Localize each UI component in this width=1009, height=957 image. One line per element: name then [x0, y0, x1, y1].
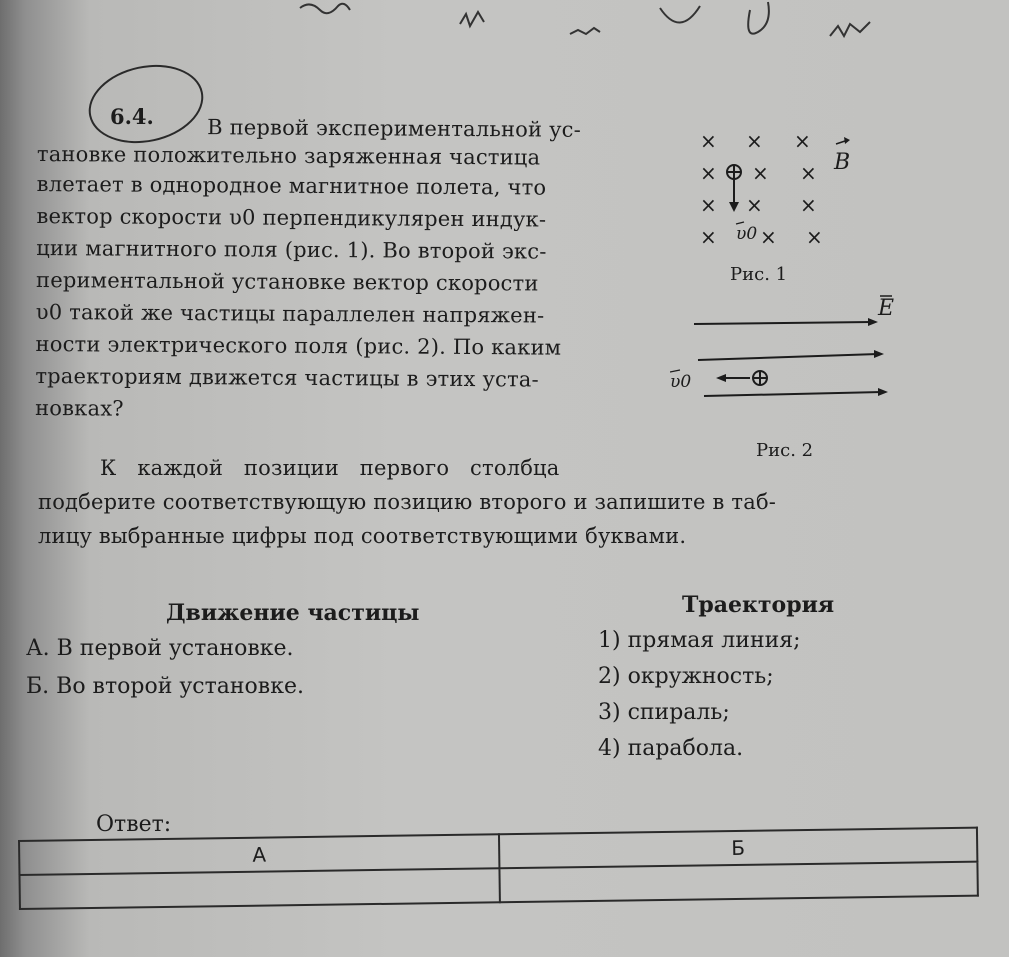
field-line [704, 392, 882, 396]
right-item: 3) спираль; [598, 700, 730, 725]
problem-line: В первой экспериментальной ус- [207, 115, 582, 142]
field-cross-icon: × [700, 129, 717, 153]
problem-line: влетает в однородное магнитное полета, что [36, 171, 547, 200]
velocity-symbol: υ0 [670, 372, 692, 392]
field-cross-icon: × [752, 161, 769, 185]
answer-label: Ответ: [96, 812, 172, 837]
figure-2 [670, 290, 910, 470]
left-item: А. В первой установке. [26, 636, 294, 661]
velocity-symbol: υ0 [736, 224, 758, 244]
problem-line: новках? [35, 395, 124, 421]
field-cross-icon: × [746, 129, 763, 153]
figure-1 [690, 128, 860, 288]
answer-header-a: А [19, 834, 499, 875]
problem-line: вектор скорости υ0 перпендикулярен индук- [36, 203, 547, 232]
answer-table [18, 827, 979, 910]
field-cross-icon: × [700, 193, 717, 217]
left-item: Б. Во второй установке. [26, 674, 304, 699]
field-cross-icon: × [806, 225, 823, 249]
field-cross-icon: × [746, 193, 763, 217]
field-cross-icon: × [760, 225, 777, 249]
field-b-symbol: B [834, 150, 851, 175]
field-line [694, 322, 872, 324]
right-item: 4) парабола. [598, 736, 744, 761]
answer-cell-b[interactable] [499, 862, 977, 903]
field-cross-icon: × [700, 161, 717, 185]
right-item: 1) прямая линия; [598, 628, 801, 653]
top-scribbles [0, 0, 1009, 50]
figure-1-label: Рис. 1 [730, 264, 788, 285]
field-line [698, 354, 878, 360]
answer-cell-a[interactable] [19, 868, 499, 909]
right-column-header: Траектория [682, 592, 835, 618]
field-e-symbol: E [878, 296, 895, 321]
problem-line: ции магнитного поля (рис. 1). Во второй экс- [36, 235, 547, 264]
problem-number: 6.4. [110, 104, 154, 129]
electric-field-diagram [670, 290, 910, 410]
instruction-line: лицу выбранные цифры под соответствующими буквами. [38, 524, 687, 548]
figure-2-label: Рис. 2 [756, 440, 814, 461]
problem-line: периментальной установке вектор скорости [35, 267, 539, 296]
instruction-line: К каждой позиции первого столбца [100, 456, 560, 480]
field-cross-icon: × [800, 193, 817, 217]
answer-header-b: Б [499, 828, 977, 869]
problem-line: траекториям движется частицы в этих уста- [35, 363, 539, 392]
problem-line: ности электрического поля (рис. 2). По каким [35, 331, 562, 360]
instruction-line: подберите соответствующую позицию второго и запишите в таб- [38, 490, 777, 514]
field-cross-icon: × [700, 225, 717, 249]
problem-line: υ0 такой же частицы параллелен напряжен- [35, 299, 545, 328]
magnetic-field-diagram [690, 128, 860, 258]
left-column-header: Движение частицы [166, 600, 420, 626]
field-cross-icon: × [794, 129, 811, 153]
right-item: 2) окружность; [598, 664, 774, 689]
field-cross-icon: × [800, 161, 817, 185]
problem-line: тановке положительно заряженная частица [36, 141, 541, 170]
